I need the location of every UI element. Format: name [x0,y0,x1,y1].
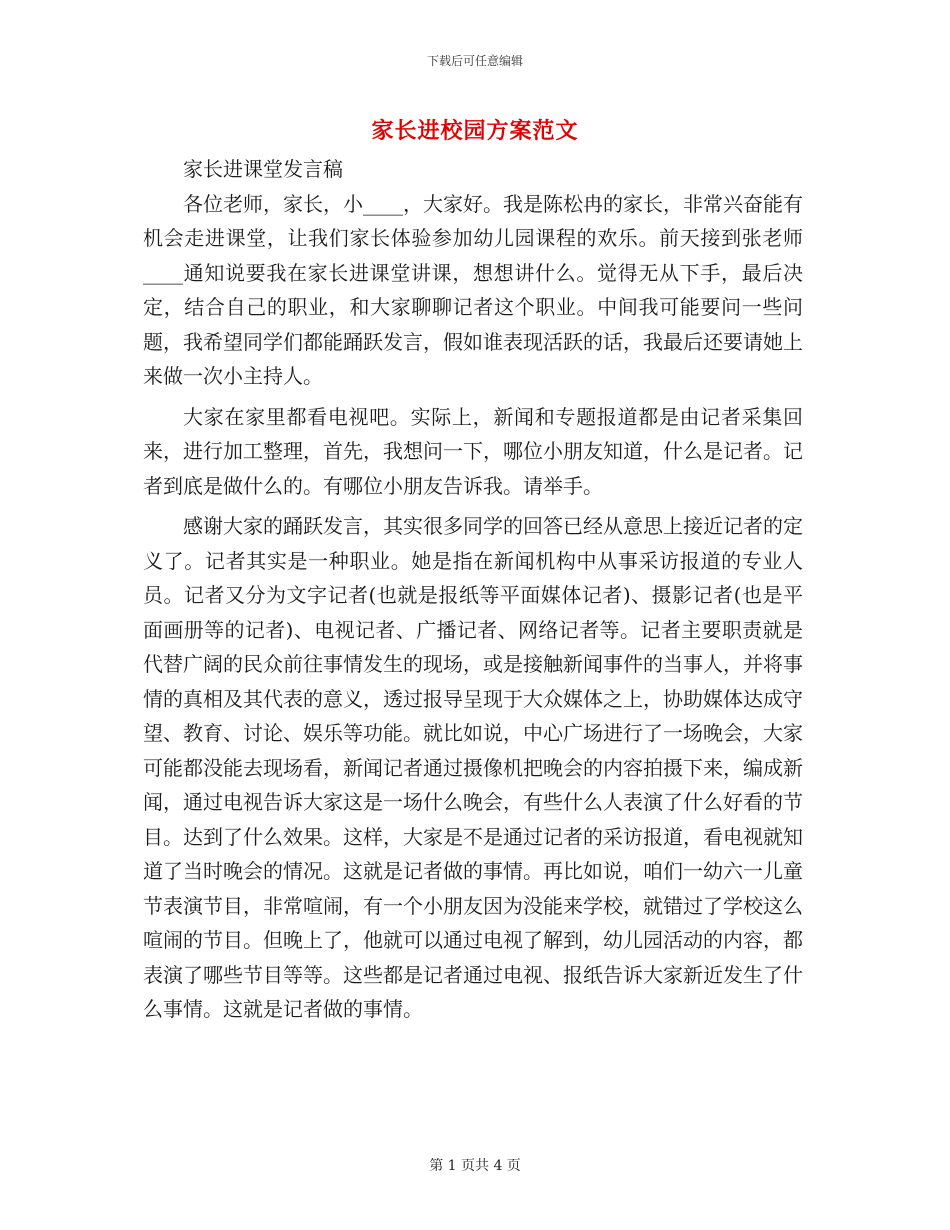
body-paragraph-question: 大家在家里都看电视吧。实际上，新闻和专题报道都是由记者采集回来，进行加工整理，首先，我想问一下，哪位小朋友知道，什么是记者。记者到底是做什么的。有哪位小朋友告诉我。请举手。 [143,404,803,498]
body-paragraph-greeting: 各位老师，家长，小____，大家好。我是陈松冉的家长，非常兴奋能有机会走进课堂，让我们家长体验参加幼儿园课程的欢乐。前天接到张老师____通知说要我在家长进课堂讲课，想想讲什么。觉得无从下手，最后决定，结合自己的职业，和大家聊聊记者这个职业。中间我可能要问一些问题，我希望同学们都能踊跃发言，假如谁表现活跃的话，我最后还要请她上来做一次小主持人。 [143,191,803,388]
document-title: 家长进校园方案范文 [371,118,579,144]
page-number-footer: 第 1 页共 4 页 [429,1158,521,1174]
document-body [143,152,803,1027]
speech-subtitle: 家长进课堂发言稿 [183,157,343,181]
body-paragraph-definition: 感谢大家的踊跃发言，其实很多同学的回答已经从意思上接近记者的定义了。记者其实是一种职业。她是指在新闻机构中从事采访报道的专业人员。记者又分为文字记者(也就是报纸等平面媒体记者)、摄影记者(也是平面画册等的记者)、电视记者、广播记者、网络记者等。记者主要职责就是代替广阔的民众前往事情发生的现场，或是接触新闻事件的当事人，并将事情的真相及其代表的意义，透过报导呈现于大众媒体之上，协助媒体达成守望、教育、讨论、娱乐等功能。就比如说，中心广场进行了一场晚会，大家可能都没能去现场看，新闻记者通过摄像机把晚会的内容拍摄下来，编成新闻，通过电视告诉大家这是一场什么晚会，有些什么人表演了什么好看的节目。达到了什么效果。这样，大家是不是通过记者的采访报道，看电视就知道了当时晚会的情况。这就是记者做的事情。再比如说，咱们一幼六一儿童节表演节目，非常喧闹，有一个小朋友因为没能来学校，就错过了学校这么喧闹的节目。但晚上了，他就可以通过电视了解到，幼儿园活动的内容，都表演了哪些节目等等。这些都是记者通过电视、报纸告诉大家新近发生了什么事情。这就是记者做的事情。 [143,514,803,1021]
page-header-note: 下载后可任意编辑 [426,54,523,68]
